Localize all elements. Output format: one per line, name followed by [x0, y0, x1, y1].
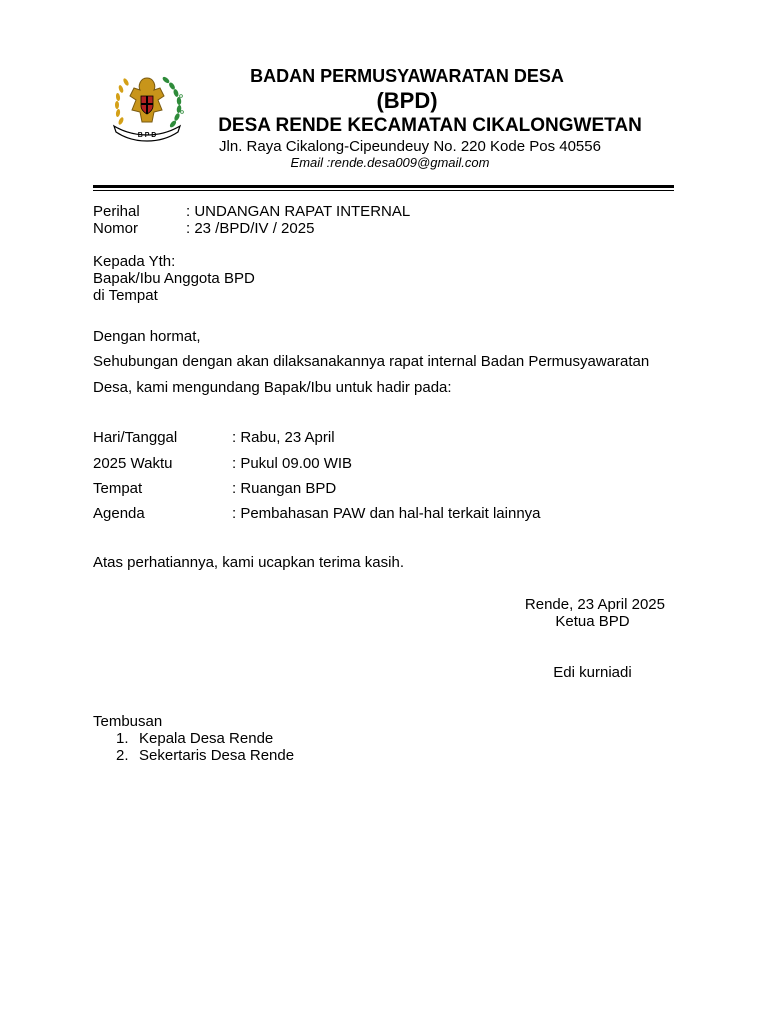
tembusan-item-number: 2. — [116, 747, 129, 764]
perihal-value: : UNDANGAN RAPAT INTERNAL — [186, 203, 411, 220]
letterhead-divider-thick — [93, 185, 674, 188]
detail-label: Tempat — [93, 480, 143, 497]
nomor-value: : 23 /BPD/IV / 2025 — [186, 220, 315, 237]
greeting: Dengan hormat, — [93, 328, 201, 345]
tembusan-title: Tembusan — [93, 713, 163, 730]
body-paragraph-line-2: Desa, kami mengundang Bapak/Ibu untuk hadir pada: — [93, 379, 452, 396]
letterhead-title: BADAN PERMUSYAWARATAN DESA — [250, 66, 564, 86]
tembusan-item: Kepala Desa Rende — [139, 730, 274, 747]
body-paragraph-line-1: Sehubungan dengan akan dilaksanakannya rapat internal Badan Permusyawaratan — [93, 353, 650, 370]
recipient-salutation: Kepada Yth: — [93, 253, 176, 270]
detail-label: 2025 Waktu — [93, 455, 173, 472]
tembusan-item-number: 1. — [116, 730, 129, 747]
detail-value: : Pembahasan PAW dan hal-hal terkait lainnya — [232, 505, 541, 522]
detail-label: Hari/Tanggal — [93, 429, 178, 446]
signature-place-date: Rende, 23 April 2025 — [524, 596, 665, 613]
letterhead-email: Email :rende.desa009@gmail.com — [290, 155, 490, 170]
svg-text:B P D: B P D — [137, 132, 157, 139]
letterhead-abbreviation: (BPD) — [376, 88, 438, 113]
letterhead-address: Jln. Raya Cikalong-Cipeundeuy No. 220 Kode Pos 40556 — [219, 138, 601, 155]
letterhead-village: DESA RENDE KECAMATAN CIKALONGWETAN — [218, 115, 642, 136]
letterhead-divider-thin — [93, 190, 674, 191]
perihal-label: Perihal — [93, 203, 140, 220]
recipient-place: di Tempat — [93, 287, 158, 304]
detail-value: : Pukul 09.00 WIB — [232, 455, 353, 472]
nomor-label: Nomor — [93, 220, 139, 237]
tembusan-item: Sekertaris Desa Rende — [139, 747, 295, 764]
recipient-name: Bapak/Ibu Anggota BPD — [93, 270, 255, 287]
signature-position: Ketua BPD — [555, 613, 630, 630]
detail-value: : Rabu, 23 April — [232, 429, 335, 446]
detail-value: : Ruangan BPD — [232, 480, 337, 497]
detail-label: Agenda — [93, 505, 145, 522]
signature-name: Edi kurniadi — [553, 664, 632, 681]
closing-sentence: Atas perhatiannya, kami ucapkan terima kasih. — [93, 554, 404, 571]
